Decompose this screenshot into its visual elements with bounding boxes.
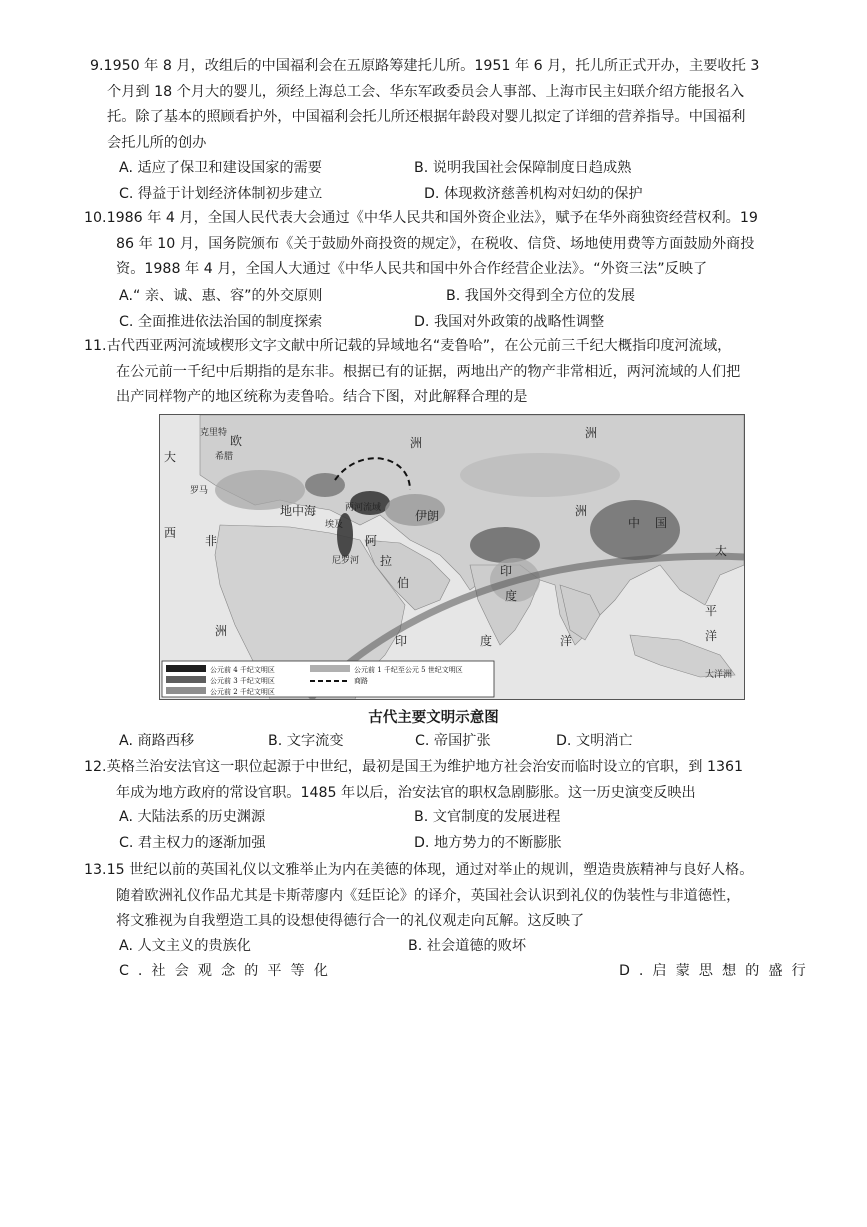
label-mediterranean: 地中海 <box>280 504 317 518</box>
q12-option-b[interactable]: B. 文官制度的发展进程 <box>414 809 561 825</box>
question-10-line-3: 资。1988 年 4 月，全国人大通过《中华人民共和国中外合作经营企业法》。“外资三法”反映了 <box>116 261 708 277</box>
question-9-line-4: 会托儿所的创办 <box>107 134 207 151</box>
question-11-line-3: 出产同样物产的地区统称为麦鲁哈。结合下图，对此解释合理的是 <box>116 389 528 405</box>
legend-bc3: 公元前 3 千纪文明区 <box>210 677 275 685</box>
q9-option-b[interactable]: B. 说明我国社会保障制度日趋成熟 <box>414 160 632 176</box>
map-legend <box>162 661 494 697</box>
question-10-line-1: 10.1986 年 4 月，全国人民代表大会通过《中华人民共和国外资企业法》，赋予在华外商独资经营权利。19 <box>84 210 758 226</box>
q9-option-d[interactable]: D. 体现救济慈善机构对妇幼的保护 <box>424 186 643 202</box>
question-11 <box>84 334 792 411</box>
label-asia-east: 洲 <box>575 504 588 518</box>
question-10-line-2: 86 年 10 月，国务院颁布《关于鼓励外商投资的规定》，在税收、信贷、场地使用费等方面鼓励外商投 <box>116 235 755 252</box>
question-number: 10. <box>84 210 107 226</box>
question-9-line-2: 个月到 18 个月大的婴儿，须经上海总工会、华东军政委员会人事部、上海市民主妇联介绍方能报名入 <box>107 83 745 100</box>
label-india-1: 印 <box>500 564 513 578</box>
question-12-line-2: 年成为地方政府的常设官职。1485 年以后，治安法官的职权急剧膨胀。这一历史演变反映出 <box>116 784 696 801</box>
label-indian-ocean-2: 度 <box>480 634 493 648</box>
question-9-line-3: 托。除了基本的照顾看护外，中国福利会托儿所还根据年龄段对婴儿拟定了详细的营养指导。中国福利 <box>107 109 746 125</box>
question-number: 13. <box>84 862 107 878</box>
label-arabia-1: 阿 <box>365 534 378 548</box>
label-greece: 希腊 <box>215 452 234 462</box>
question-13-line-3: 将文雅视为自我塑造工具的设想使得德行合一的礼仪观走向瓦解。这反映了 <box>116 913 585 929</box>
map-svg <box>160 415 744 699</box>
question-10 <box>84 206 792 283</box>
map-caption: 古代主要文明示意图 <box>368 710 499 726</box>
question-number: 11. <box>84 338 107 354</box>
civilization-map <box>159 414 745 700</box>
label-pacific-1: 太 <box>715 544 728 558</box>
question-11-line-1: 11.古代西亚两河流域楔形文字文献中所记载的异域地名“麦鲁哈”，在公元前三千纪大概指印度河流域， <box>84 338 732 354</box>
legend-swatch-bc1-ad5 <box>310 665 350 672</box>
q11-option-b[interactable]: B. 文字流变 <box>268 733 344 749</box>
q11-option-c[interactable]: C. 帝国扩张 <box>415 733 491 749</box>
q10-option-b[interactable]: B. 我国外交得到全方位的发展 <box>446 288 636 304</box>
question-number: 9. <box>90 58 104 74</box>
label-indian-ocean-1: 印 <box>395 634 408 648</box>
q13-option-b[interactable]: B. 社会道德的败坏 <box>408 938 527 954</box>
question-number: 12. <box>84 759 107 775</box>
label-arabia-3: 伯 <box>397 576 410 590</box>
label-crete: 克里特 <box>200 428 228 438</box>
label-persia: 伊朗 <box>415 509 440 523</box>
label-nile: 尼罗河 <box>332 556 360 566</box>
legend-swatch-bc2 <box>166 687 206 694</box>
legend-bc4: 公元前 4 千纪文明区 <box>210 666 275 674</box>
label-egypt: 埃及 <box>325 520 344 530</box>
q12-option-d[interactable]: D. 地方势力的不断膨胀 <box>414 835 562 851</box>
label-china-2: 国 <box>655 516 668 530</box>
q11-option-d[interactable]: D. 文明消亡 <box>556 733 633 749</box>
question-12 <box>84 755 792 806</box>
label-mesopotamia: 两河流域 <box>345 503 382 513</box>
question-13-line-1: 13.15 世纪以前的英国礼仪以文雅举止为内在美德的体现，通过对举止的规训，塑造贵族精神与良好人格。 <box>84 862 754 878</box>
question-13 <box>84 858 792 935</box>
label-asia: 洲 <box>585 426 598 440</box>
question-9-line-1: 9.1950 年 8 月，改组后的中国福利会在五原路筹建托儿所。1951 年 6 月，托儿所正式开办，主要收托 3 <box>90 58 760 74</box>
legend-bc1-ad5: 公元前 1 千纪至公元 5 世纪文明区 <box>354 666 463 674</box>
legend-swatch-bc3 <box>166 676 206 683</box>
legend-swatch-bc4 <box>166 665 206 672</box>
q10-option-c[interactable]: C. 全面推进依法治国的制度探索 <box>119 314 323 330</box>
label-india-2: 度 <box>505 589 518 603</box>
legend-route: 商路 <box>354 677 368 685</box>
q9-option-c[interactable]: C. 得益于计划经济体制初步建立 <box>119 186 323 202</box>
label-pacific-2: 平 <box>705 604 718 618</box>
q12-option-c[interactable]: C. 君主权力的逐渐加强 <box>119 835 266 851</box>
label-europe-1: 欧 <box>230 434 243 448</box>
label-atlantic: 大 <box>164 450 177 464</box>
q12-option-a[interactable]: A. 大陆法系的历史渊源 <box>119 809 266 825</box>
label-rome: 罗马 <box>190 486 209 496</box>
q9-option-a[interactable]: A. 适应了保卫和建设国家的需要 <box>119 160 322 176</box>
q13-option-c[interactable]: C.社会观念的平等化 <box>119 963 337 979</box>
question-13-line-2: 随着欧洲礼仪作品尤其是卡斯蒂廖内《廷臣论》的译介，英国社会认识到礼仪的伪装性与非道德性， <box>116 887 741 904</box>
q13-option-a[interactable]: A. 人文主义的贵族化 <box>119 938 251 954</box>
region-china <box>590 500 680 560</box>
label-europe-2: 洲 <box>410 436 423 450</box>
label-africa-2: 洲 <box>215 624 228 638</box>
region-indus <box>470 527 540 563</box>
label-africa-1: 非 <box>205 534 218 548</box>
label-indian-ocean-3: 洋 <box>560 634 573 648</box>
region-greece <box>305 473 345 497</box>
question-12-line-1: 12.英格兰治安法官这一职位起源于中世纪，最初是国王为维护地方社会治安而临时设立的官职，到 1361 <box>84 759 744 775</box>
label-china-1: 中 <box>628 516 641 530</box>
label-arabia-2: 拉 <box>380 554 393 568</box>
question-11-line-2: 在公元前一千纪中后期指的是东非。根据已有的证据，两地出产的物产非常相近，两河流域的人们把 <box>116 363 741 380</box>
label-pacific-3: 洋 <box>705 629 718 643</box>
legend-bc2: 公元前 2 千纪文明区 <box>210 688 275 696</box>
q13-option-d[interactable]: D.启蒙思想的盛行 <box>619 963 815 979</box>
q10-option-d[interactable]: D. 我国对外政策的战略性调整 <box>414 314 605 330</box>
label-oceania: 大洋洲 <box>705 670 733 680</box>
question-9 <box>92 54 792 156</box>
label-west: 西 <box>164 526 177 540</box>
q10-option-a[interactable]: A.“ 亲、诚、惠、容”的外交原则 <box>119 288 323 304</box>
region-steppe <box>460 453 620 497</box>
q11-option-a[interactable]: A. 商路西移 <box>119 733 195 749</box>
